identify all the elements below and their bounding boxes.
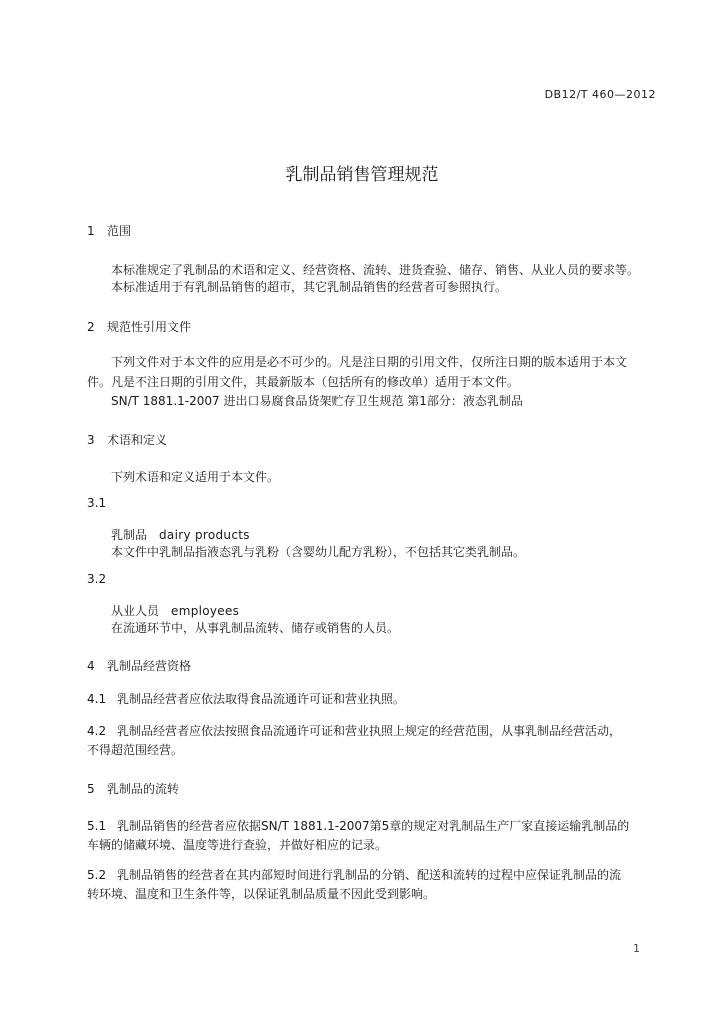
section-2-paragraph-line-1: 下列文件对于本文件的应用是必不可少的。凡是注日期的引用文件，仅所注日期的版本适用于本文 [111,355,628,369]
section-2-paragraph-line-2: 件。凡是不注日期的引用文件，其最新版本（包括所有的修改单）适用于本文件。 [87,375,520,389]
clause-text: 乳制品经营者应依法取得食品流通许可证和营业执照。 [117,692,406,706]
document-title: 乳制品销售管理规范 [285,165,439,185]
section-title: 术语和定义 [107,433,168,447]
clause-4-2-line-2: 不得超范围经营。 [87,743,184,757]
clause-4-2-line-1 [87,722,621,739]
section-title: 范围 [107,224,132,238]
section-2-heading [87,318,191,335]
standard-code: DB12/T 460—2012 [544,88,656,101]
section-3-intro: 下列术语和定义适用于本文件。 [111,470,280,484]
term-chinese: 从业人员 [111,604,160,618]
section-title: 规范性引用文件 [107,320,192,334]
section-4-heading [87,657,191,674]
section-number: 1 [87,224,95,238]
section-1-paragraph-1: 本标准规定了乳制品的术语和定义、经营资格、流转、进货查验、储存、销售、从业人员的要求等。 [111,263,640,277]
clause-number: 4.2 [87,724,107,738]
section-5-heading [87,780,179,797]
section-number: 3 [87,433,95,447]
section-number: 5 [87,782,95,796]
section-1-paragraph-2: 本标准适用于有乳制品销售的超市，其它乳制品销售的经营者可参照执行。 [111,280,508,294]
term-3-1-number: 3.1 [87,496,107,510]
clause-5-1-line-2: 车辆的储藏环境、温度等进行查验，并做好相应的记录。 [87,838,388,852]
clause-number: 5.1 [87,819,107,833]
clause-number: 5.2 [87,868,107,882]
section-title: 乳制品的流转 [107,782,180,796]
clause-text: 乳制品经营者应依法按照食品流通许可证和营业执照上规定的经营范围，从事乳制品经营活动， [117,724,622,738]
clause-text: 乳制品销售的经营者应依据SN/T 1881.1-2007第5章的规定对乳制品生产厂家直接运输乳制品的 [117,819,630,833]
term-chinese: 乳制品 [111,528,148,542]
clause-5-1-line-1 [87,817,629,834]
section-number: 4 [87,659,95,673]
term-3-2-entry [111,600,239,619]
term-3-1-entry [111,524,250,543]
section-title: 乳制品经营资格 [107,659,192,673]
page-number: 1 [633,942,640,955]
term-english: dairy products [159,528,250,542]
section-3-heading [87,431,167,448]
section-number: 2 [87,320,95,334]
clause-text: 乳制品销售的经营者在其内部短时间进行乳制品的分销、配送和流转的过程中应保证乳制品的流 [117,868,622,882]
clause-number: 4.1 [87,692,107,706]
clause-5-2-line-2: 转环境、温度和卫生条件等，以保证乳制品质量不因此受到影响。 [87,887,436,901]
term-3-2-number: 3.2 [87,572,107,586]
clause-5-2-line-1 [87,866,621,883]
normative-reference: SN/T 1881.1-2007 进出口易腐食品货架贮存卫生规范 第1部分：液态乳制品 [111,394,523,408]
term-english: employees [171,604,240,618]
term-3-2-definition: 在流通环节中，从事乳制品流转、储存或销售的人员。 [111,621,400,635]
section-1-heading [87,222,131,239]
term-3-1-definition: 本文件中乳制品指液态乳与乳粉（含婴幼儿配方乳粉），不包括其它类乳制品。 [111,545,526,559]
clause-4-1 [87,690,405,707]
